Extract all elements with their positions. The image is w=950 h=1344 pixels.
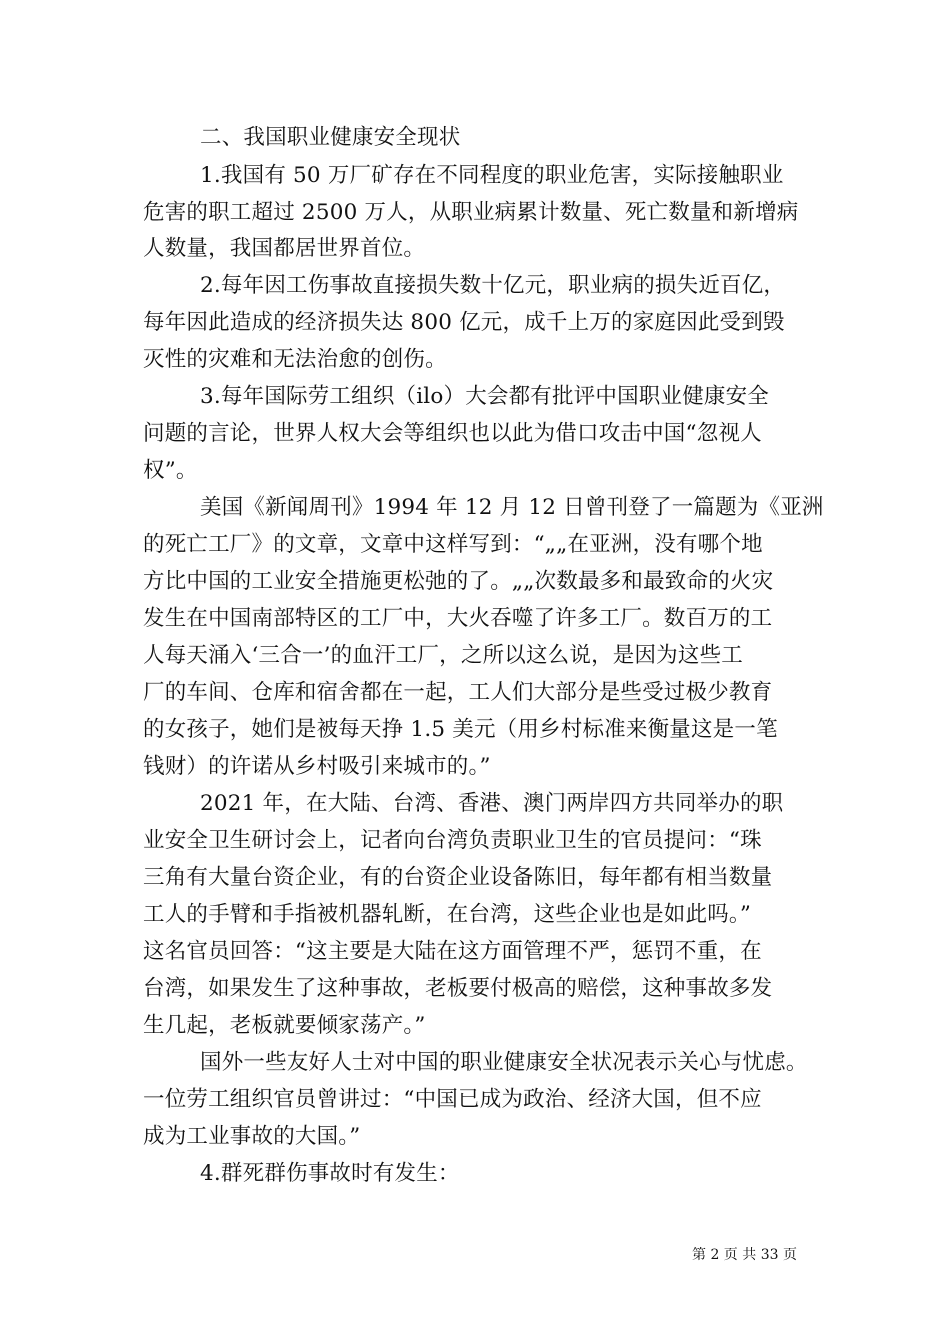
- paragraph-4-line-1: 美国《新闻周刊》1994 年 12 月 12 日曾刊登了一篇题为《亚洲: [200, 495, 824, 520]
- paragraph-4-line-2: 的死亡工厂》的文章，文章中这样写到：“„„在亚洲，没有哪个地: [143, 532, 763, 557]
- paragraph-3-line-1: 3.每年国际劳工组织（ilo）大会都有批评中国职业健康安全: [200, 384, 770, 409]
- paragraph-1-line-2: 危害的职工超过 2500 万人，从职业病累计数量、死亡数量和新增病: [143, 200, 799, 225]
- paragraph-6-line-1: 国外一些友好人士对中国的职业健康安全状况表示关心与忧虑。: [200, 1050, 808, 1075]
- paragraph-4-line-7: 的女孩子，她们是被每天挣 1.5 美元（用乡村标准来衡量这是一笔: [143, 717, 778, 742]
- paragraph-5-line-5: 这名官员回答：“这主要是大陆在这方面管理不严，惩罚不重，在: [143, 939, 762, 964]
- paragraph-4-line-6: 厂的车间、仓库和宿舍都在一起，工人们大部分是些受过极少教育: [143, 680, 773, 705]
- paragraph-6-line-2: 一位劳工组织官员曾讲过：“中国已成为政治、经济大国，但不应: [143, 1087, 762, 1112]
- paragraph-6-line-3: 成为工业事故的大国。”: [143, 1124, 361, 1149]
- paragraph-2-line-3: 灭性的灾难和无法治愈的创伤。: [143, 347, 447, 372]
- paragraph-3-line-3: 权”。: [143, 458, 198, 483]
- paragraph-4-line-3: 方比中国的工业安全措施更松弛的了。„„次数最多和最致命的火灾: [143, 569, 774, 594]
- paragraph-4-line-5: 人每天涌入‘三合一’的血汗工厂，之所以这么说，是因为这些工: [143, 643, 743, 668]
- paragraph-5-line-2: 业安全卫生研讨会上，记者向台湾负责职业卫生的官员提问：“珠: [143, 828, 762, 853]
- paragraph-5-line-7: 生几起，老板就要倾家荡产。”: [143, 1013, 426, 1038]
- paragraph-5-line-4: 工人的手臂和手指被机器轧断，在台湾，这些企业也是如此吗。”: [143, 902, 752, 927]
- paragraph-1-line-1: 1.我国有 50 万厂矿存在不同程度的职业危害，实际接触职业: [200, 163, 784, 188]
- paragraph-5-line-1: 2021 年，在大陆、台湾、香港、澳门两岸四方共同举办的职: [200, 791, 784, 816]
- paragraph-2-line-1: 2.每年因工伤事故直接损失数十亿元，职业病的损失近百亿，: [200, 273, 786, 298]
- section-heading: 二、我国职业健康安全现状: [200, 125, 461, 150]
- paragraph-7-line-1: 4.群死群伤事故时有发生：: [200, 1161, 460, 1186]
- paragraph-1-line-3: 人数量，我国都居世界首位。: [143, 236, 426, 261]
- paragraph-2-line-2: 每年因此造成的经济损失达 800 亿元，成千上万的家庭因此受到毁: [143, 310, 785, 335]
- paragraph-5-line-6: 台湾，如果发生了这种事故，老板要付极高的赔偿，这种事故多发: [143, 976, 773, 1001]
- paragraph-4-line-8: 钱财）的许诺从乡村吸引来城市的。”: [143, 754, 491, 779]
- page-number-footer: 第 2 页 共 33 页: [692, 1247, 797, 1263]
- paragraph-4-line-4: 发生在中国南部特区的工厂中，大火吞噬了许多工厂。数百万的工: [143, 606, 773, 631]
- paragraph-3-line-2: 问题的言论，世界人权大会等组织也以此为借口攻击中国“忽视人: [143, 421, 762, 446]
- paragraph-5-line-3: 三角有大量台资企业，有的台资企业设备陈旧，每年都有相当数量: [143, 865, 773, 890]
